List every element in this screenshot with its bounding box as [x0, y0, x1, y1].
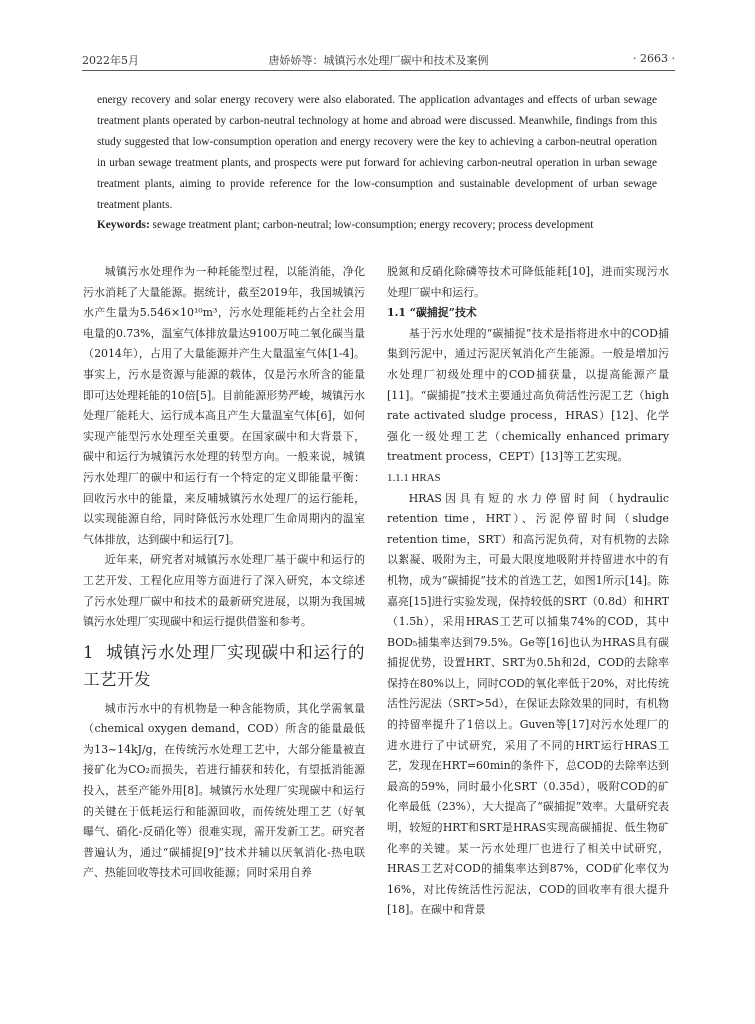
intro-paragraph-2: 近年来，研究者对城镇污水处理厂基于碳中和运行的工艺开发、工程化应用等方面进行了深入研究，本文综述了污水处理厂碳中和技术的最新研究进展，以期为我国城镇污水处理厂实现碳中和运行提供借鉴和参考。 — [83, 553, 365, 629]
left-column — [83, 262, 365, 884]
abstract-text: energy recovery and solar energy recovery were also elaborated. The application advantages and effects of urban sewage treatment plants operated by carbon-neutral technology at home and abroad were discussed. Meanwhile, findings from this study suggested that low-consumption operation and energy recovery were the key to achieving a carbon-neutral operation in urban sewage treatment plants, and prospects were put forward for achieving carbon-neutral operation in urban sewage treatment plants, aiming to provide reference for the low-consumption and sustainable development of urban sewage treatment plants. — [97, 94, 657, 211]
running-header — [82, 52, 675, 72]
section-1-heading — [83, 639, 365, 693]
section-1-1-1-paragraph: HRAS因具有短的水力停留时间（hydraulic retention time，HRT）、污泥停留时间（sludge retention time，SRT）和高污泥负荷，对有机物的去除以絮凝、吸附为主，可最大限度地吸附并持留进水中的有机物，成为“碳捕捉”技术的首选工艺，如图1所示[14]。陈嘉亮[15]进行实验发现，保持较低的SRT（0.8d）和HRT（1.5h），采用HRAS工艺可以捕集74%的COD，其中BOD₅捕集率达到79.5%。Ge等[16]也认为HRAS具有碳捕捉优势，设置HRT、SRT为0.5h和2d，COD的去除率保持在80%以上，同时COD的氧化率低于20%，对比传统活性污泥法（SRT>5d），在保证去除效果的同时，有机物的持留率提升了1倍以上。Guven等[17]对污水处理厂的进水进行了中试研究，采用了不同的HRT运行HRAS工艺，发现在HRT=60min的条件下，总COD的去除率达到最高的59%，同时最小化SRT（0.35d），吸附COD的矿化率最低（23%），大大提高了“碳捕捉”效率。大量研究表明，较短的HRT和SRT是HRAS实现高碳捕捉、低生物矿化率的关键。某一污水处理厂也进行了相关中试研究，HRAS工艺对COD的捕集率达到87%，COD矿化率仅为16%，对比传统活性污泥法，COD的回收率有很大提升[18]。在碳中和背景 — [387, 491, 669, 917]
header-divider — [82, 70, 675, 71]
keywords-line — [97, 215, 657, 236]
keywords-text: sewage treatment plant; carbon-neutral; low-consumption; energy recovery; process development — [152, 219, 594, 232]
header-page-number: · 2663 · — [633, 52, 675, 65]
header-date: 2022年5月 — [82, 54, 139, 67]
intro-paragraph-1: 城镇污水处理作为一种耗能型过程，以能消能，净化污水消耗了大量能源。据统计，截至2019年，我国城镇污水产生量为5.546×10¹⁰m³，污水处理能耗约占全社会用电量的0.73%，温室气体排放量达9100万吨二氧化碳当量（2014年），占用了大量能源并产生大量温室气体[1-4]。事实上，污水是资源与能源的载体，仅是污水所含的能量即可达处理耗能的10倍[5]。目前能源形势严峻，城镇污水处理厂能耗大、运行成本高且产生大量温室气体[6]，如何实现产能型污水处理至关重要。在国家碳中和大背景下，碳中和运行为城镇污水处理的转型方向。一般来说，城镇污水处理厂的碳中和运行有一个特定的定义即能量平衡：回收污水中的能量，来反哺城镇污水处理厂的运行能耗，以实现能源自给，同时降低污水处理厂生命周期内的温室气体排放，达到碳中和运行[7]。 — [83, 265, 365, 546]
section-1-title: 城镇污水处理厂实现碳中和运行的工艺开发 — [83, 642, 365, 689]
section-1-paragraph: 城市污水中的有机物是一种含能物质，其化学需氧量（chemical oxygen demand，COD）所含的能量最低为13~14kJ/g，在传统污水处理工艺中，大部分能量被直接矿化为CO₂而损失，若进行捕获和转化，有望抵消能源投入，甚至产能外用[8]。城镇污水处理厂实现碳中和运行的关键在于低耗运行和能源回收，而传统处理工艺（好氧曝气、硝化-反硝化等）很难实现，需开发新工艺。研究者普遍认为，通过“碳捕捉[9]”技术并辅以厌氧消化-热电联产、热能回收等技术可回收能源；同时采用自养 — [83, 701, 365, 880]
section-1-number: 1 — [83, 642, 94, 662]
section-1-1-1-heading: 1.1.1 HRAS — [387, 471, 441, 484]
section-1-1-paragraph: 基于污水处理的“碳捕捉”技术是指将进水中的COD捕集到污泥中，通过污泥厌氧消化产生能源。一般是增加污水处理厂初级处理中的COD捕获量，以提高能源产量[11]。“碳捕捉”技术主要通过高负荷活性污泥工艺（high rate activated sludge process，HRAS）[12]、化学强化一级处理工艺（chemically enhanced primary treatment process，CEPT）[13]等工艺实现。 — [387, 326, 669, 464]
continued-paragraph: 脱氮和反硝化除磷等技术可降低能耗[10]，进而实现污水处理厂碳中和运行。 — [387, 265, 669, 299]
header-title: 唐娇娇等：城镇污水处理厂碳中和技术及案例 — [268, 54, 489, 67]
section-1-1-heading — [387, 303, 669, 324]
section-1-1-title: “碳捕捉”技术 — [409, 306, 477, 320]
abstract-block — [97, 90, 657, 236]
section-1-1-number: 1.1 — [387, 306, 406, 320]
keywords-label: Keywords: — [97, 219, 150, 232]
right-column — [387, 262, 669, 921]
